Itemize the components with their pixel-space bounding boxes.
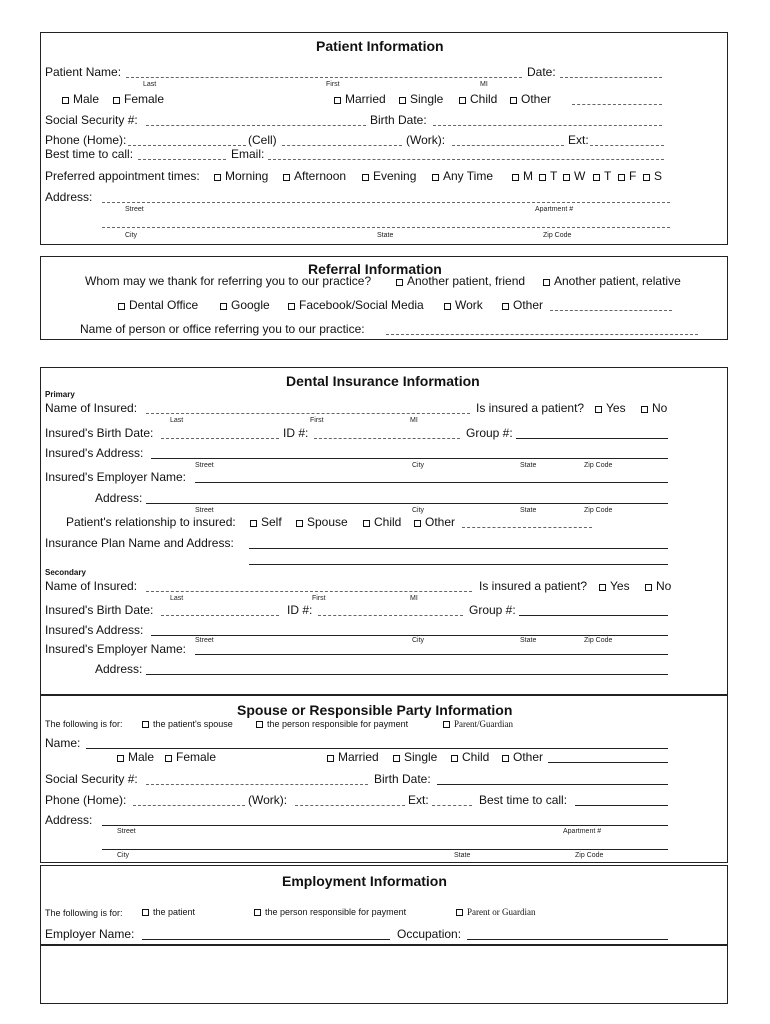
field-id-2[interactable]: [318, 615, 463, 616]
field-ext[interactable]: [590, 145, 664, 146]
option-other-spouse-label: Other: [513, 750, 544, 764]
field-other[interactable]: [572, 104, 662, 105]
checkbox-icon: [165, 755, 172, 762]
label-ssn: Social Security #:: [45, 113, 138, 127]
checkbox-icon: [543, 279, 550, 286]
label-name-of-insured: Name of Insured:: [45, 401, 138, 415]
option-the-patient-label: the patient: [153, 907, 196, 917]
field-spouse-name[interactable]: [86, 748, 668, 749]
option-employment-responsible[interactable]: [254, 907, 406, 918]
option-patients-spouse[interactable]: [142, 719, 233, 730]
option-male-spouse[interactable]: [117, 750, 154, 764]
label-birth-date: Birth Date:: [370, 113, 427, 127]
label-employment-following-for: The following is for:: [45, 908, 123, 918]
checkbox-icon: [142, 909, 149, 916]
section-title-spouse: Spouse or Responsible Party Information: [237, 702, 513, 718]
option-work-label: Work: [455, 298, 483, 312]
referral-question: Whom may we thank for referring you to our practice?: [85, 274, 372, 288]
checkbox-icon: [117, 755, 124, 762]
field-spouse-work[interactable]: [295, 805, 405, 806]
option-other[interactable]: [510, 92, 551, 106]
field-birth-date[interactable]: [433, 125, 662, 126]
label-work: (Work):: [406, 133, 446, 147]
option-parent-or-guardian-label: Parent or Guardian: [467, 907, 536, 917]
checkbox-icon: [595, 406, 602, 413]
field-group[interactable]: [516, 438, 668, 439]
label-insured-address-2: Insured's Address:: [45, 623, 144, 637]
option-other-label: Other: [521, 92, 552, 106]
checkbox-icon: [432, 174, 439, 181]
option-other-referral-label: Other: [513, 298, 544, 312]
field-id[interactable]: [314, 438, 460, 439]
sublabel-last: Last: [170, 417, 184, 424]
field-patient-name[interactable]: [126, 77, 522, 78]
checkbox-icon: [618, 174, 625, 181]
sublabel-zip: Zip Code: [543, 232, 572, 239]
checkbox-icon: [113, 97, 120, 104]
label-employer-name-emp: Employer Name:: [45, 927, 135, 941]
option-yes-label: Yes: [606, 401, 626, 415]
sublabel-zip: Zip Code: [584, 637, 613, 644]
field-employer-name-emp[interactable]: [142, 939, 390, 940]
option-day-w[interactable]: [563, 169, 585, 183]
label-spouse-ssn: Social Security #:: [45, 772, 138, 786]
notes-box[interactable]: [40, 945, 728, 1004]
checkbox-icon: [510, 97, 517, 104]
field-plan-name-1[interactable]: [249, 548, 668, 549]
option-person-responsible-label: the person responsible for payment: [267, 719, 409, 729]
option-parent-guardian-label: Parent/Guardian: [454, 719, 513, 729]
field-relationship-other[interactable]: [462, 527, 592, 528]
option-married-spouse[interactable]: [327, 750, 379, 764]
sublabel-street: Street: [195, 507, 214, 514]
label-date: Date:: [527, 65, 556, 79]
option-evening[interactable]: [362, 169, 416, 183]
option-parent-guardian[interactable]: [443, 719, 513, 730]
option-yes-2[interactable]: [599, 579, 630, 593]
option-google-label: Google: [231, 298, 270, 312]
checkbox-icon: [443, 721, 450, 728]
option-relative-label: Another patient, relative: [554, 274, 681, 288]
checkbox-icon: [142, 721, 149, 728]
sublabel-last: Last: [170, 595, 184, 602]
field-address-street[interactable]: [102, 202, 670, 203]
checkbox-icon: [593, 174, 600, 181]
label-name-of-insured-2: Name of Insured:: [45, 579, 138, 593]
field-spouse-address-city[interactable]: [102, 849, 668, 850]
checkbox-icon: [334, 97, 341, 104]
option-yes[interactable]: [595, 401, 626, 415]
field-cell[interactable]: [282, 145, 402, 146]
label-phone-home: Phone (Home):: [45, 133, 127, 147]
section-title-referral: Referral Information: [308, 261, 442, 277]
field-name-of-person[interactable]: [386, 334, 698, 335]
option-other-spouse[interactable]: [502, 750, 543, 764]
option-day-t-label: T: [550, 169, 558, 183]
field-employer-name[interactable]: [195, 482, 668, 483]
checkbox-icon: [254, 909, 261, 916]
option-day-t2[interactable]: [593, 169, 611, 183]
sublabel-state: State: [520, 637, 537, 644]
field-group-2[interactable]: [519, 615, 668, 616]
field-spouse-ext[interactable]: [432, 805, 472, 806]
checkbox-icon: [456, 909, 463, 916]
label-spouse-work: (Work):: [248, 793, 288, 807]
sublabel-city: City: [412, 637, 425, 644]
option-spouse-label: Spouse: [307, 515, 348, 529]
label-plan-name: Insurance Plan Name and Address:: [45, 536, 234, 550]
option-child[interactable]: [363, 515, 401, 529]
sublabel-apartment: Apartment #: [563, 828, 602, 835]
field-insured-birth-date-2[interactable]: [161, 615, 279, 616]
field-employer-name-2[interactable]: [195, 654, 668, 655]
checkbox-icon: [214, 174, 221, 181]
label-insured-birth-date-2: Insured's Birth Date:: [45, 603, 154, 617]
option-no-2[interactable]: [645, 579, 671, 593]
option-work[interactable]: [444, 298, 483, 312]
section-title-insurance: Dental Insurance Information: [286, 373, 480, 389]
option-google[interactable]: [220, 298, 270, 312]
checkbox-icon: [512, 174, 519, 181]
option-day-s[interactable]: [643, 169, 662, 183]
option-married-spouse-label: Married: [338, 750, 379, 764]
checkbox-icon: [296, 520, 303, 527]
checkbox-icon: [363, 520, 370, 527]
field-address-city[interactable]: [102, 227, 670, 228]
label-spouse-name: Name:: [45, 736, 81, 750]
option-male-spouse-label: Male: [128, 750, 155, 764]
option-female-label: Female: [124, 92, 165, 106]
checkbox-icon: [396, 279, 403, 286]
field-employer-address[interactable]: [146, 503, 668, 504]
option-self[interactable]: [250, 515, 282, 529]
option-other-relationship-label: Other: [425, 515, 456, 529]
field-plan-name-2[interactable]: [249, 564, 668, 565]
label-address: Address:: [45, 190, 93, 204]
sublabel-state: State: [520, 507, 537, 514]
option-patients-spouse-label: the patient's spouse: [153, 719, 233, 729]
checkbox-icon: [645, 584, 652, 591]
checkbox-icon: [459, 97, 466, 104]
option-day-t[interactable]: [539, 169, 557, 183]
option-no[interactable]: [641, 401, 667, 415]
option-afternoon[interactable]: [283, 169, 346, 183]
option-day-f[interactable]: [618, 169, 636, 183]
option-child[interactable]: [459, 92, 497, 106]
label-insured-address: Insured's Address:: [45, 446, 144, 460]
label-group: Group #:: [466, 426, 513, 440]
sublabel-zip: Zip Code: [584, 462, 613, 469]
option-female-spouse[interactable]: [165, 750, 216, 764]
option-person-responsible[interactable]: [256, 719, 408, 730]
label-ext: Ext:: [568, 133, 589, 147]
section-title-employment: Employment Information: [282, 873, 447, 889]
option-male-label: Male: [73, 92, 100, 106]
checkbox-icon: [563, 174, 570, 181]
checkbox-icon: [641, 406, 648, 413]
checkbox-icon: [220, 303, 227, 310]
sublabel-state: State: [377, 232, 394, 239]
sublabel-street: Street: [117, 828, 136, 835]
label-group-2: Group #:: [469, 603, 516, 617]
field-name-of-insured[interactable]: [146, 413, 470, 414]
checkbox-icon: [502, 303, 509, 310]
label-preferred-times: Preferred appointment times:: [45, 169, 200, 183]
label-insured-birth-date: Insured's Birth Date:: [45, 426, 154, 440]
label-is-insured-patient: Is insured a patient?: [476, 401, 585, 415]
label-relationship: Patient's relationship to insured:: [66, 515, 236, 529]
checkbox-icon: [118, 303, 125, 310]
label-best-time: Best time to call:: [45, 147, 134, 161]
sublabel-mi: MI: [410, 595, 418, 602]
label-spouse-phone-home: Phone (Home):: [45, 793, 127, 807]
checkbox-icon: [62, 97, 69, 104]
option-another-patient-relative[interactable]: [543, 274, 681, 288]
sublabel-street: Street: [195, 637, 214, 644]
sublabel-city: City: [412, 462, 425, 469]
option-morning-label: Morning: [225, 169, 269, 183]
field-email[interactable]: [268, 159, 664, 160]
field-employer-address-2[interactable]: [146, 674, 668, 675]
sublabel-mi: MI: [410, 417, 418, 424]
option-parent-or-guardian[interactable]: [456, 907, 535, 918]
label-secondary: Secondary: [45, 568, 86, 577]
option-another-patient-friend[interactable]: [396, 274, 525, 288]
option-child-spouse-label: Child: [462, 750, 490, 764]
option-married[interactable]: [334, 92, 386, 106]
option-single-spouse[interactable]: [393, 750, 437, 764]
option-no-label: No: [656, 579, 672, 593]
option-employment-responsible-label: the person responsible for payment: [265, 907, 407, 917]
checkbox-icon: [399, 97, 406, 104]
option-single[interactable]: [399, 92, 443, 106]
option-friend-label: Another patient, friend: [407, 274, 526, 288]
option-day-f-label: F: [629, 169, 637, 183]
sublabel-zip: Zip Code: [584, 507, 613, 514]
label-occupation: Occupation:: [397, 927, 462, 941]
checkbox-icon: [414, 520, 421, 527]
sublabel-zip: Zip Code: [575, 852, 604, 859]
field-occupation[interactable]: [467, 939, 668, 940]
checkbox-icon: [250, 520, 257, 527]
option-day-w-label: W: [574, 169, 586, 183]
checkbox-icon: [283, 174, 290, 181]
label-name-of-person: Name of person or office referring you to our practice:: [80, 322, 365, 336]
option-afternoon-label: Afternoon: [294, 169, 347, 183]
field-date[interactable]: [560, 77, 662, 78]
option-any-time-label: Any Time: [443, 169, 494, 183]
label-spouse-ext: Ext:: [408, 793, 429, 807]
label-employer-name-2: Insured's Employer Name:: [45, 642, 187, 656]
field-insured-birth-date[interactable]: [161, 438, 279, 439]
field-ssn[interactable]: [146, 125, 366, 126]
field-spouse-birth-date[interactable]: [437, 784, 668, 785]
option-day-t2-label: T: [604, 169, 612, 183]
label-employer-address-2: Address:: [95, 662, 143, 676]
sublabel-last: Last: [143, 81, 157, 88]
label-id-2: ID #:: [287, 603, 313, 617]
sublabel-state: State: [454, 852, 471, 859]
option-facebook-label: Facebook/Social Media: [299, 298, 424, 312]
label-spouse-best-time: Best time to call:: [479, 793, 568, 807]
sublabel-first: First: [312, 595, 326, 602]
option-evening-label: Evening: [373, 169, 417, 183]
option-dental-label: Dental Office: [129, 298, 199, 312]
option-child-label: Child: [470, 92, 498, 106]
label-employer-address: Address:: [95, 491, 143, 505]
option-day-m[interactable]: [512, 169, 533, 183]
field-spouse-best-time[interactable]: [575, 805, 668, 806]
field-work[interactable]: [452, 145, 564, 146]
field-spouse-ssn[interactable]: [146, 784, 368, 785]
label-id: ID #:: [283, 426, 309, 440]
sublabel-first: First: [326, 81, 340, 88]
sublabel-first: First: [310, 417, 324, 424]
checkbox-icon: [444, 303, 451, 310]
checkbox-icon: [451, 755, 458, 762]
checkbox-icon: [393, 755, 400, 762]
checkbox-icon: [502, 755, 509, 762]
option-morning[interactable]: [214, 169, 268, 183]
checkbox-icon: [643, 174, 650, 181]
label-cell: (Cell): [248, 133, 277, 147]
option-dental-office[interactable]: [118, 298, 198, 312]
option-the-patient[interactable]: [142, 907, 195, 918]
sublabel-apartment: Apartment #: [535, 206, 574, 213]
field-spouse-phone-home[interactable]: [133, 805, 245, 806]
label-is-insured-patient-2: Is insured a patient?: [479, 579, 588, 593]
option-married-label: Married: [345, 92, 386, 106]
checkbox-icon: [327, 755, 334, 762]
sublabel-street: Street: [195, 462, 214, 469]
option-other-referral[interactable]: [502, 298, 543, 312]
field-spouse-address-street[interactable]: [102, 825, 668, 826]
field-other-spouse[interactable]: [548, 762, 668, 763]
checkbox-icon: [539, 174, 546, 181]
option-male[interactable]: [62, 92, 99, 106]
option-self-label: Self: [261, 515, 282, 529]
option-any-time[interactable]: [432, 169, 493, 183]
option-day-s-label: S: [654, 169, 663, 183]
checkbox-icon: [362, 174, 369, 181]
label-primary: Primary: [45, 390, 75, 399]
option-child-label: Child: [374, 515, 402, 529]
sublabel-state: State: [520, 462, 537, 469]
option-spouse[interactable]: [296, 515, 348, 529]
option-single-spouse-label: Single: [404, 750, 438, 764]
sublabel-city: City: [117, 852, 130, 859]
option-female-spouse-label: Female: [176, 750, 217, 764]
label-employer-name: Insured's Employer Name:: [45, 470, 187, 484]
section-title-patient: Patient Information: [316, 38, 444, 54]
label-spouse-birth-date: Birth Date:: [374, 772, 431, 786]
option-yes-label: Yes: [610, 579, 630, 593]
option-child-spouse[interactable]: [451, 750, 489, 764]
field-name-of-insured-2[interactable]: [146, 591, 472, 592]
field-insured-address[interactable]: [151, 458, 668, 459]
field-referral-other[interactable]: [550, 310, 672, 311]
sublabel-city: City: [125, 232, 138, 239]
label-patient-name: Patient Name:: [45, 65, 122, 79]
label-email: Email:: [231, 147, 265, 161]
option-facebook[interactable]: [288, 298, 424, 312]
label-spouse-address: Address:: [45, 813, 93, 827]
checkbox-icon: [288, 303, 295, 310]
label-following-for: The following is for:: [45, 719, 123, 729]
checkbox-icon: [599, 584, 606, 591]
option-single-label: Single: [410, 92, 444, 106]
sublabel-city: City: [412, 507, 425, 514]
checkbox-icon: [256, 721, 263, 728]
option-no-label: No: [652, 401, 668, 415]
field-insured-address-2[interactable]: [151, 635, 668, 636]
option-other-relationship[interactable]: [414, 515, 455, 529]
option-female[interactable]: [113, 92, 164, 106]
field-phone-home[interactable]: [128, 145, 246, 146]
sublabel-mi: MI: [480, 81, 488, 88]
sublabel-street: Street: [125, 206, 144, 213]
option-day-m-label: M: [523, 169, 533, 183]
field-best-time[interactable]: [138, 159, 226, 160]
